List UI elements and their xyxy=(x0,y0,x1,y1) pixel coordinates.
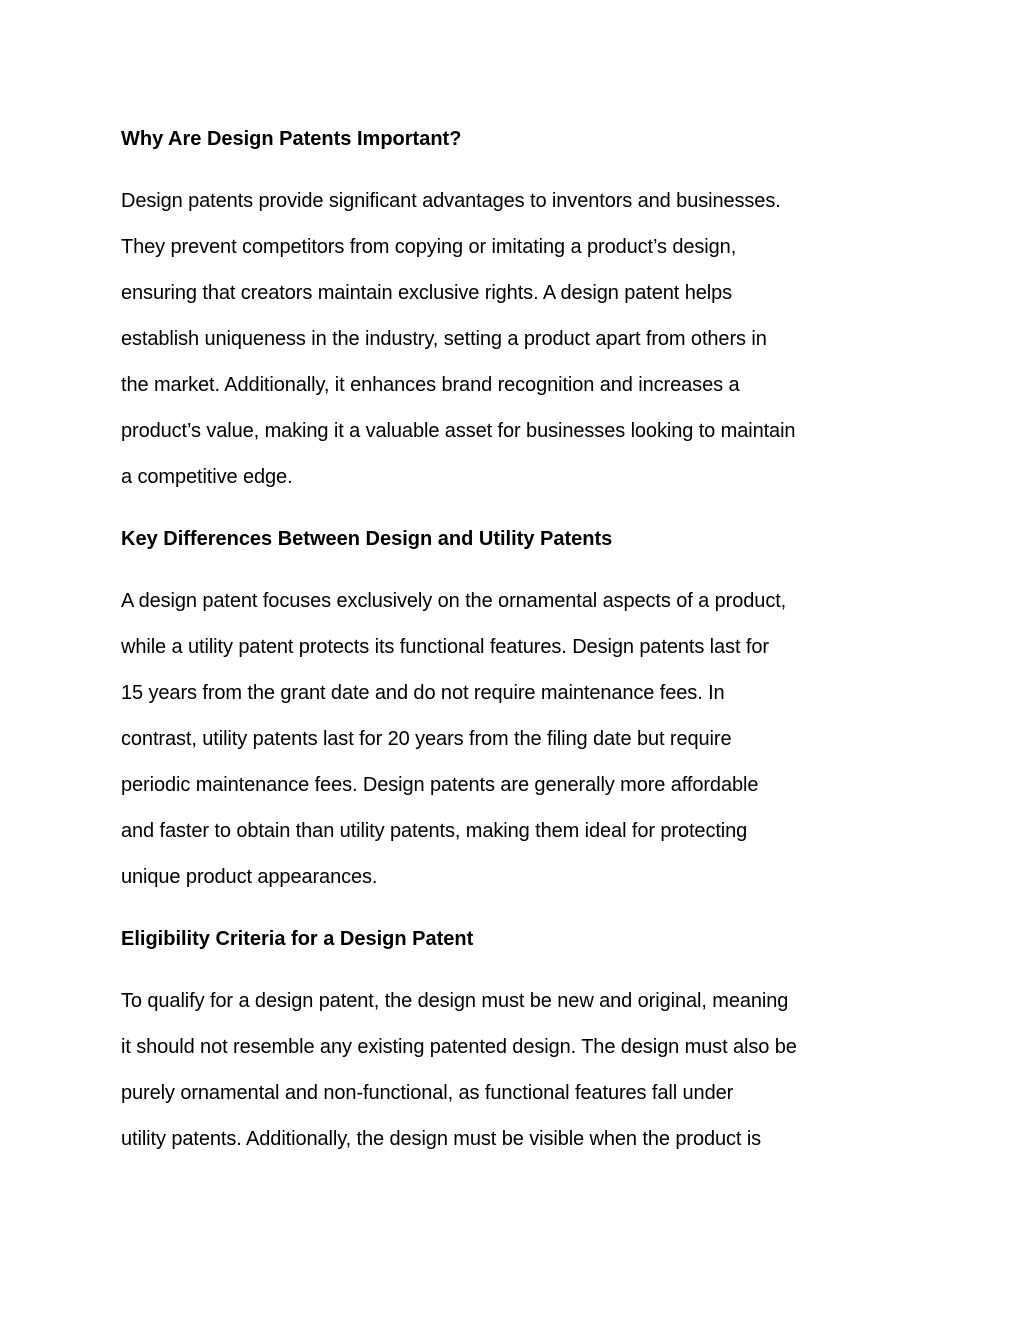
paragraph-line: Design patents provide significant advantages to inventors and businesses. xyxy=(121,190,781,212)
section-paragraph xyxy=(121,978,911,1162)
paragraph-line: establish uniqueness in the industry, setting a product apart from others in xyxy=(121,328,767,350)
document-page xyxy=(121,116,911,1178)
paragraph-line: and faster to obtain than utility patents, making them ideal for protecting xyxy=(121,820,748,842)
paragraph-line: product’s value, making it a valuable asset for businesses looking to maintain xyxy=(121,420,796,442)
paragraph-line: contrast, utility patents last for 20 years from the filing date but require xyxy=(121,728,732,750)
paragraph-line: it should not resemble any existing patented design. The design must also be xyxy=(121,1036,797,1058)
paragraph-line: ensuring that creators maintain exclusive rights. A design patent helps xyxy=(121,282,733,304)
section-heading: Why Are Design Patents Important? xyxy=(121,128,462,150)
paragraph-line: while a utility patent protects its functional features. Design patents last for xyxy=(121,636,769,658)
paragraph-line: 15 years from the grant date and do not require maintenance fees. In xyxy=(121,682,725,704)
paragraph-line: utility patents. Additionally, the design must be visible when the product is xyxy=(121,1128,762,1150)
section-heading: Key Differences Between Design and Utility Patents xyxy=(121,528,613,550)
section-paragraph xyxy=(121,578,911,900)
paragraph-line: They prevent competitors from copying or imitating a product’s design, xyxy=(121,236,737,258)
section-paragraph xyxy=(121,178,911,500)
paragraph-line: a competitive edge. xyxy=(121,466,293,488)
paragraph-line: the market. Additionally, it enhances brand recognition and increases a xyxy=(121,374,740,396)
paragraph-line: A design patent focuses exclusively on the ornamental aspects of a product, xyxy=(121,590,787,612)
paragraph-line: periodic maintenance fees. Design patents are generally more affordable xyxy=(121,774,759,796)
paragraph-line: unique product appearances. xyxy=(121,866,378,888)
paragraph-line: purely ornamental and non-functional, as functional features fall under xyxy=(121,1082,734,1104)
section-heading: Eligibility Criteria for a Design Patent xyxy=(121,928,474,950)
paragraph-line: To qualify for a design patent, the design must be new and original, meaning xyxy=(121,990,789,1012)
